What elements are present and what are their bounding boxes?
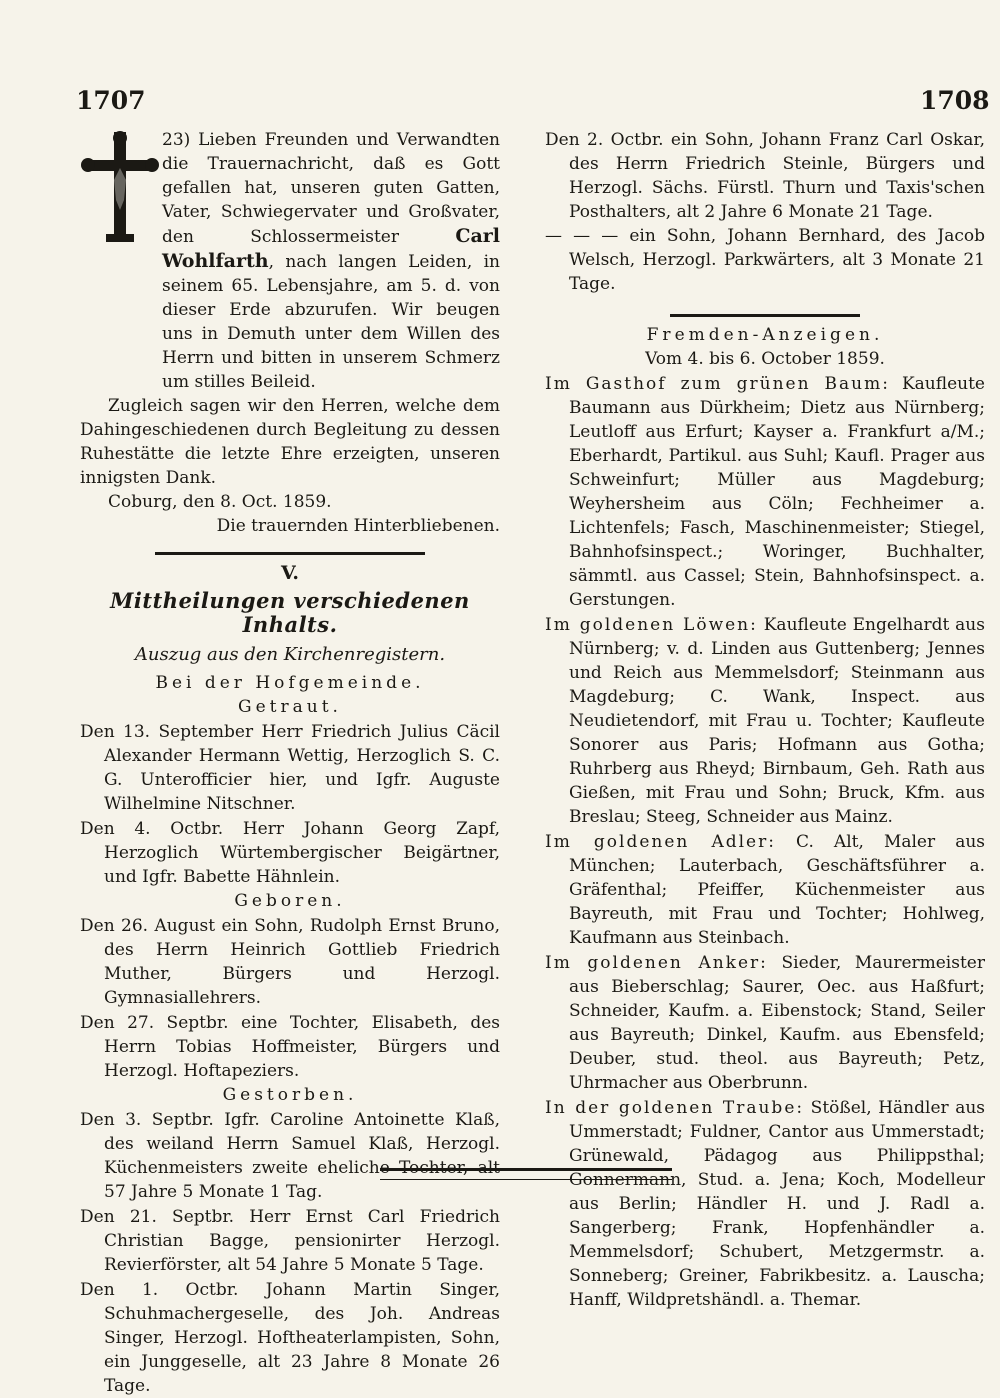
- hotel-guests: Sieder, Maurermeister aus Bieberschlag; Saurer, Oec. aus Haßfurt; Schneider, Kaufm. a. Eibenstock; Stand, Seiler aus Bayreuth; Dinkel, Kaufm. aus Ebensfeld; Deuber, stud. theol. aus Bayreuth; Petz, Uhrmacher aus Oberbrunn.: [569, 953, 985, 1093]
- page-number-right: 1708: [920, 86, 990, 115]
- page-number-left: 1707: [76, 86, 146, 115]
- fremden-heading: Fremden-Anzeigen.: [646, 325, 884, 345]
- hotel-guests: Kaufleute Engelhardt aus Nürnberg; v. d. Linden aus Guttenberg; Jennes und Reich aus Memmelsdorf; Steinmann aus Magdeburg; C. Wank, Inspect. aus Neudietendorf, mit Frau u. Tochter; Kaufleute Sonorer aus Paris; Hofmann aus Gotha; Ruhrberg aus Rheyd; Birnbaum, Geh. Rath aus Gießen, mit Frau und Sohn; Bruck, Kfm. aus Breslau; Steeg, Schneider aus Mainz.: [569, 615, 985, 827]
- parish-heading: Bei der Hofgemeinde.: [155, 673, 425, 693]
- hotel-entry: [545, 951, 985, 1095]
- married-entry: Den 4. Octbr. Herr Johann Georg Zapf, Herzoglich Würtembergischer Beigärtner, und Igfr. Babette Hähnlein.: [80, 819, 500, 887]
- hotel-name: Im goldenen Adler:: [545, 832, 776, 852]
- born-entry: Den 2. Octbr. ein Sohn, Johann Franz Carl Oskar, des Herrn Friedrich Steinle, Bürgers und Herzogl. Sächs. Fürstl. Thurn und Taxis'schen Posthalters, alt 2 Jahre 6 Monate 21 Tage.: [545, 130, 985, 222]
- hotel-name: In der goldenen Traube:: [545, 1098, 805, 1118]
- born-entry: Den 27. Septbr. eine Tochter, Elisabeth, des Herrn Tobias Hoffmeister, Bürgers und Herzogl. Hoftapeziers.: [80, 1013, 500, 1081]
- died-heading: Gestorben.: [222, 1085, 358, 1105]
- cross-icon: [80, 130, 160, 244]
- hotel-name: Im goldenen Anker:: [545, 953, 768, 973]
- hotel-name: Im goldenen Löwen:: [545, 615, 758, 635]
- hotel-entry: [545, 1096, 985, 1312]
- hotel-guests: Stößel, Händler aus Ummerstadt; Fuldner, Cantor aus Ummerstadt; Grünewald, Pädagog aus Philippsthal; Gonnermann, Stud. a. Jena; Koch, Modelleur aus Berlin; Händler H. und J. Radl a. Sangerberg; Frank, Hopfenhändler a. Memmelsdorf; Schubert, Metzgermstr. a. Sonneberg; Greiner, Fabrikbesitz. a. Lauscha; Hanff, Wildpretshändl. a. Themar.: [569, 1098, 985, 1310]
- subsection-title: Auszug aus den Kirchenregistern.: [134, 644, 446, 665]
- married-heading: Getraut.: [238, 697, 342, 717]
- born-entry: — — — ein Sohn, Johann Bernhard, des Jacob Welsch, Herzogl. Parkwärters, alt 3 Monate 21 Tage.: [545, 226, 985, 294]
- married-entry: Den 13. September Herr Friedrich Julius Cäcil Alexander Hermann Wettig, Herzoglich S. C. G. Unterofficier hier, und Igfr. Auguste Wilhelmine Nitschner.: [80, 722, 500, 814]
- section-title: Mittheilungen verschiedenen Inhalts.: [110, 588, 470, 637]
- born-entry: Den 26. August ein Sohn, Rudolph Ernst Bruno, des Herrn Heinrich Gottlieb Friedrich Muther, Bürgers und Herzogl. Gymnasiallehrers.: [80, 916, 500, 1008]
- section-number: V.: [280, 562, 300, 584]
- notice-text-rest: , nach langen Leiden, in seinem 65. Lebensjahre, am 5. d. von dieser Erde abzurufen. Wir beugen uns in Demuth unter dem Willen des Herrn und bitten in unserem Schmerz um stilles Beileid.: [162, 252, 500, 392]
- died-entry: Den 21. Septbr. Herr Ernst Carl Friedrich Christian Bagge, pensionirter Herzogl. Revierförster, alt 54 Jahre 5 Monate 5 Tage.: [80, 1207, 500, 1275]
- hotel-name: Im Gasthof zum grünen Baum:: [545, 374, 890, 394]
- hotel-entry: [545, 613, 985, 829]
- death-notice: [80, 128, 500, 538]
- right-column: [545, 128, 985, 1312]
- hotel-entry: [545, 372, 985, 612]
- notice-thanks: Zugleich sagen wir den Herren, welche dem Dahingeschiedenen durch Begleitung zu dessen Ruhestätte die letzte Ehre erzeigten, unseren innigsten Dank.: [80, 396, 500, 488]
- died-entry: Den 3. Septbr. Igfr. Caroline Antoinette Klaß, des weiland Herrn Samuel Klaß, Herzogl. Küchenmeisters zweite eheliche Tochter, alt 57 Jahre 5 Monate 1 Tag.: [80, 1110, 500, 1202]
- deceased-name: Carl Wohlfarth: [162, 225, 500, 272]
- hotel-guests: Kaufleute Baumann aus Dürkheim; Dietz aus Nürnberg; Leutloff aus Erfurt; Kayser a. Frankfurt a/M.; Eberhardt, Partikul. aus Suhl; Kaufl. Prager aus Schweinfurt; Müller aus Magdeburg; Weyhersheim aus Cöln; Fechheimer a. Lichtenfels; Fasch, Maschinenmeister; Stiegel, Bahnhofsinspect.; Woringer, Buchhalter, sämmtl. aus Cassel; Stein, Bahnhofsinspect. a. Gerstungen.: [569, 374, 985, 610]
- left-column: [80, 128, 500, 1398]
- notice-text-top: 23) Lieben Freunden und Verwandten die Trauernachricht, daß es Gott gefallen hat, unseren guten Gatten, Vater, Schwiegervater und Großvater, den Schlossermeister: [162, 130, 500, 247]
- bottom-rule: [380, 1168, 672, 1180]
- born-heading: Geboren.: [234, 891, 346, 911]
- fremden-dates: Vom 4. bis 6. October 1859.: [645, 349, 885, 369]
- notice-signature: Die trauernden Hinterbliebenen.: [216, 516, 500, 536]
- hotel-guests: C. Alt, Maler aus München; Lauterbach, Geschäftsführer a. Gräfenthal; Pfeiffer, Küchenmeister aus Bayreuth, mit Frau und Tochter; Hohlweg, Kaufmann aus Steinbach.: [569, 832, 986, 948]
- section-divider: [155, 552, 425, 555]
- died-entry: Den 1. Octbr. Johann Martin Singer, Schuhmachergeselle, des Joh. Andreas Singer, Herzogl. Hoftheaterlampisten, Sohn, ein Junggeselle, alt 23 Jahre 8 Monate 26 Tage.: [80, 1280, 500, 1396]
- hotel-entry: [545, 830, 985, 950]
- section-divider: [670, 314, 860, 317]
- notice-place-date: Coburg, den 8. Oct. 1859.: [108, 492, 332, 512]
